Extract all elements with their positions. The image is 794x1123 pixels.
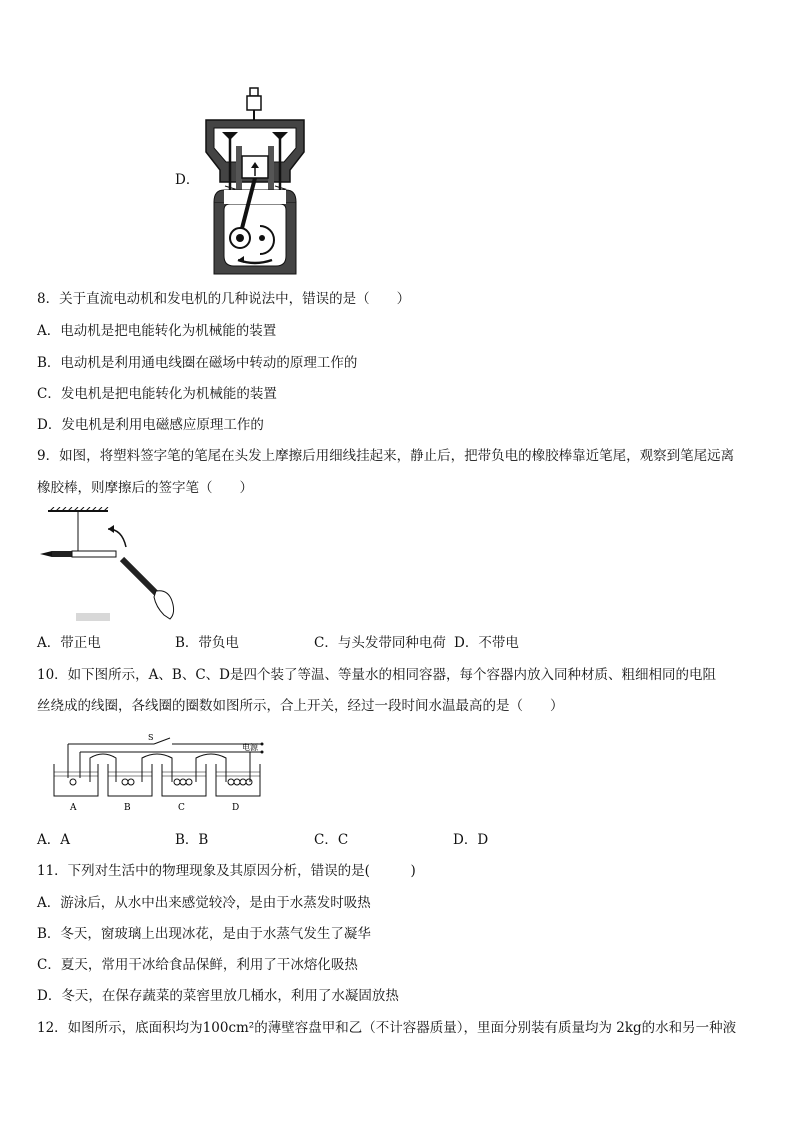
q9-option-b: B．带负电 — [175, 635, 239, 651]
pen-rod-diagram — [36, 507, 186, 625]
q12-stem: 12．如图所示，底面积均为100cm²的薄壁容盘甲和乙（不计容器质量），里面分别装有质量均为 2kg的水和另一种液 — [37, 1020, 737, 1036]
q7-option-d-label: D． — [175, 172, 200, 188]
container-label-b: B — [124, 803, 131, 813]
switch-label: S — [148, 733, 154, 742]
power-label: 电源 — [242, 743, 258, 752]
q11-stem: 11．下列对生活中的物理现象及其原因分析，错误的是( ) — [37, 863, 416, 879]
container-label-a: A — [70, 803, 77, 813]
q11-option-c: C．夏天，常用干冰给食品保鲜，利用了干冰熔化吸热 — [37, 957, 358, 973]
q10-stem-line1: 10．如下图所示，A、B、C、D是四个装了等温、等量水的相同容器，每个容器内放入同种材质、粗细相同的电阻 — [37, 667, 716, 683]
q10-option-a: A．A — [37, 832, 70, 848]
container-label-d: D — [232, 803, 240, 813]
q11-option-a: A．游泳后，从水中出来感觉较冷，是由于水蒸发时吸热 — [37, 895, 371, 911]
circuit-diagram — [44, 730, 274, 816]
q8-option-b: B．电动机是利用通电线圈在磁场中转动的原理工作的 — [37, 355, 358, 371]
q10-option-b: B．B — [175, 832, 209, 848]
q9-option-c: C．与头发带同种电荷 — [314, 635, 446, 651]
q11-option-b: B．冬天，窗玻璃上出现冰花，是由于水蒸气发生了凝华 — [37, 926, 371, 942]
q10-option-d: D．D — [453, 832, 489, 848]
q9-option-d: D．不带电 — [454, 635, 519, 651]
q10-option-c: C．C — [314, 832, 349, 848]
q8-option-a: A．电动机是把电能转化为机械能的装置 — [37, 323, 277, 339]
q11-option-d: D．冬天，在保存蔬菜的菜窖里放几桶水，利用了水凝固放热 — [37, 988, 399, 1004]
q9-option-a: A．带正电 — [37, 635, 101, 651]
q10-stem-line2: 丝绕成的线圈，各线圈的圈数如图所示，合上开关，经过一段时间水温最高的是（ ） — [37, 698, 564, 714]
container-label-c: C — [178, 803, 185, 813]
engine-diagram — [200, 86, 310, 278]
q8-option-d: D．发电机是利用电磁感应原理工作的 — [37, 417, 264, 433]
q9-stem-line2: 橡胶棒，则摩擦后的签字笔（ ） — [37, 480, 253, 496]
q8-stem: 8．关于直流电动机和发电机的几种说法中，错误的是（ ） — [37, 291, 411, 307]
q9-stem-line1: 9．如图，将塑料签字笔的笔尾在头发上摩擦后用细线挂起来，静止后，把带负电的橡胶棒靠近笔尾，观察到笔尾远离 — [37, 448, 735, 464]
q8-option-c: C．发电机是把电能转化为机械能的装置 — [37, 386, 277, 402]
